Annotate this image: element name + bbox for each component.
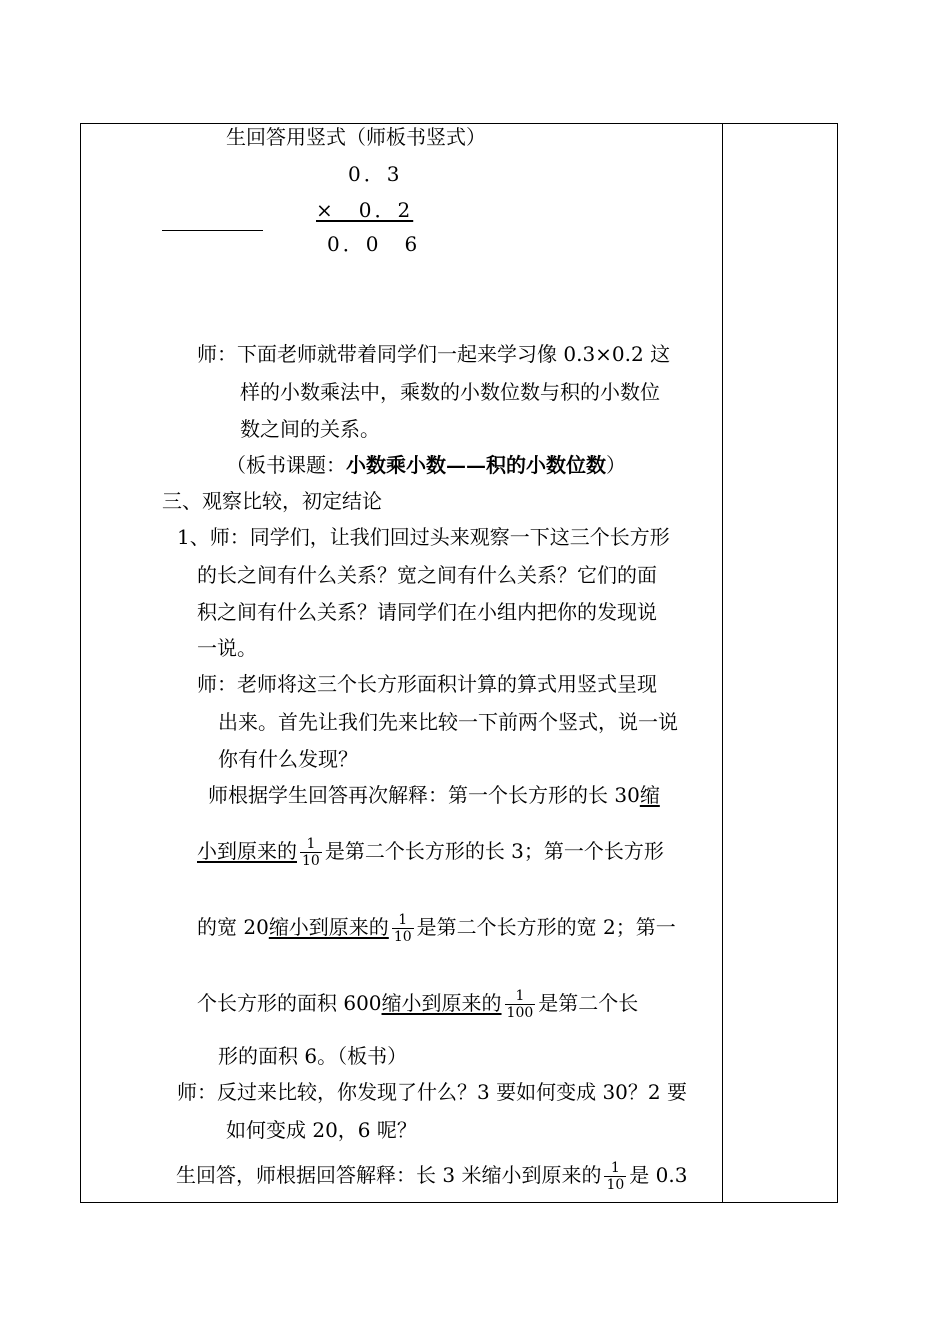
text-line: 的宽 20缩小到原来的 $\frac{1}{10}$ 是第二个长方形的宽 2；第一 bbox=[197, 912, 676, 945]
text-line: 1、师：同学们，让我们回过头来观察一下这三个长方形 bbox=[177, 525, 670, 549]
text-line: 师：反过来比较，你发现了什么？3 要如何变成 30？2 要 bbox=[177, 1080, 687, 1104]
text-line: 一说。 bbox=[197, 636, 257, 660]
fraction: $\frac{1}{100}$ bbox=[506, 988, 534, 1021]
calc-operand-a: 0．3 bbox=[348, 162, 403, 186]
text-line: 师根据学生回答再次解释：第一个长方形的长 30缩 bbox=[208, 783, 660, 807]
text-line: 师：下面老师就带着同学们一起来学习像 0.3×0.2 这 bbox=[197, 342, 671, 366]
calc-operand-b: × 0．2 bbox=[316, 198, 414, 222]
text-line: 生回答，师根据回答解释：长 3 米缩小到原来的 $\frac{1}{10}$ 是 0.3 bbox=[176, 1160, 688, 1193]
calc-rule bbox=[162, 230, 263, 231]
fraction: $\frac{1}{10}$ bbox=[302, 836, 320, 869]
text-line: 形的面积 6。（板书） bbox=[218, 1044, 408, 1068]
fraction: $\frac{1}{10}$ bbox=[393, 912, 412, 945]
text-line: 生回答用竖式（师板书竖式） bbox=[226, 125, 486, 149]
text-line: 师：老师将这三个长方形面积计算的算式用竖式呈现 bbox=[197, 672, 657, 696]
text-line: 的长之间有什么关系？宽之间有什么关系？它们的面 bbox=[197, 563, 657, 587]
lesson-table bbox=[80, 123, 838, 1203]
text-line: 积之间有什么关系？请同学们在小组内把你的发现说 bbox=[197, 600, 657, 624]
text-line: 数之间的关系。 bbox=[240, 417, 380, 441]
text-line: 出来。首先让我们先来比较一下前两个竖式，说一说 bbox=[218, 710, 678, 734]
column-divider bbox=[722, 124, 723, 1202]
text-line: 个长方形的面积 600缩小到原来的 $\frac{1}{100}$ 是第二个长 bbox=[197, 988, 639, 1021]
text-line: 如何变成 20，6 呢？ bbox=[226, 1118, 417, 1142]
calc-result: 0．0 6 bbox=[327, 232, 421, 256]
text-line: 小到原来的 $\frac{1}{10}$ 是第二个长方形的长 3；第一个长方形 bbox=[197, 836, 664, 869]
text-line: 你有什么发现？ bbox=[218, 747, 358, 771]
text-line: 样的小数乘法中，乘数的小数位数与积的小数位 bbox=[240, 380, 660, 404]
fraction: $\frac{1}{10}$ bbox=[606, 1160, 625, 1193]
section-heading: 三、观察比较，初定结论 bbox=[162, 489, 382, 513]
lesson-title: （板书课题：小数乘小数——积的小数位数） bbox=[226, 453, 626, 477]
